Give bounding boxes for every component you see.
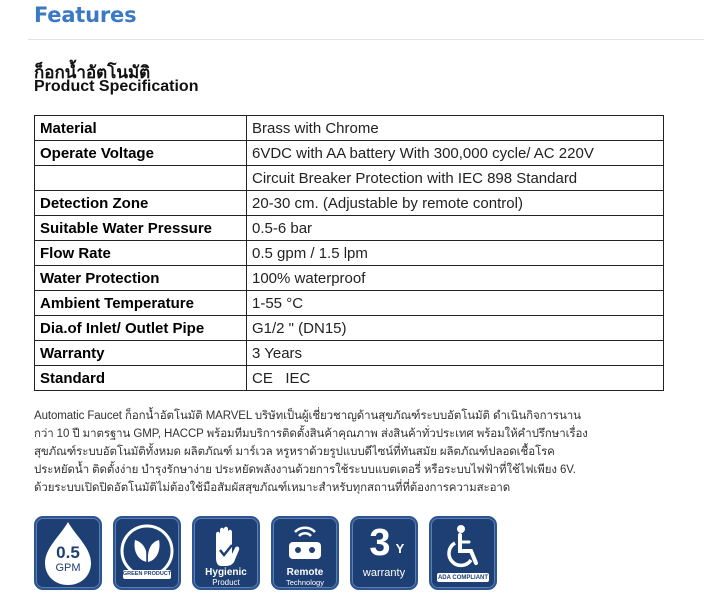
spec-label: Dia.of Inlet/ Outlet Pipe [35,316,247,341]
product-spec-title: Product Specification [34,78,199,95]
leaf-icon [115,518,179,588]
spec-value: 0.5 gpm / 1.5 lpm [247,241,664,266]
green-product-label: GREEN PRODUCT [122,571,172,577]
spec-row [35,366,664,391]
spec-label: Operate Voltage [35,141,247,166]
remote-sublabel: Technology [286,578,324,587]
hygienic-sublabel: Product [212,578,240,587]
spec-table [34,115,664,391]
spec-label: Ambient Temperature [35,291,247,316]
hygienic-badge [192,516,260,590]
spec-row [35,341,664,366]
spec-row [35,266,664,291]
features-heading: Features [34,3,137,27]
spec-label: Warranty [35,341,247,366]
remote-badge [271,516,339,590]
hygienic-label: Hygienic [205,567,247,578]
spec-label [35,166,247,191]
spec-row [35,141,664,166]
flow-unit: GPM [55,562,81,574]
spec-row [35,191,664,216]
warranty-label: warranty [362,567,406,579]
green-product-badge [113,516,181,590]
description-line: Automatic Faucet ก็อกน้ำอัตโนมัติ MARVEL บริษัทเป็นผู้เชี่ยวชาญด้านสุขภัณฑ์ระบบอัตโนมัติ ดำเนินกิจการนาน [34,410,581,422]
spec-label: Material [35,116,247,141]
spec-row [35,316,664,341]
spec-value: 100% waterproof [247,266,664,291]
spec-row [35,116,664,141]
spec-value: CE IEC [247,366,664,391]
spec-label: Detection Zone [35,191,247,216]
spec-value: 3 Years [247,341,664,366]
spec-value: 6VDC with AA battery With 300,000 cycle/ AC 220V [247,141,664,166]
spec-value: 20-30 cm. (Adjustable by remote control) [247,191,664,216]
description-line: ประหยัดน้ำ ติดตั้งง่าย บำรุงรักษาง่าย ประหยัดพลังงานด้วยการใช้ระบบแบตเตอรี่ หรือระบบไฟฟ้าที่ใช้ไฟเพียง 6V. [34,464,576,476]
warranty-badge [350,516,418,590]
spec-label: Standard [35,366,247,391]
spec-label: Water Protection [35,266,247,291]
spec-row [35,291,664,316]
flow-rate-badge [34,516,102,590]
spec-row [35,216,664,241]
description-line: ด้วยระบบเปิดปิดอัตโนมัติไม่ต้องใช้มือสัมผัสสุขภัณฑ์เหมาะสำหรับทุกสถานที่ที่ต้องการความสะอาด [34,482,511,494]
spec-label: Suitable Water Pressure [35,216,247,241]
spec-value: G1/2 " (DN15) [247,316,664,341]
spec-value: Brass with Chrome [247,116,664,141]
spec-value: Circuit Breaker Protection with IEC 898 Standard [247,166,664,191]
remote-label: Remote [286,567,324,578]
spec-value: 0.5-6 bar [247,216,664,241]
ada-label: ADA COMPLIANT [437,575,489,581]
spec-row [35,166,664,191]
warranty-number: 3 [369,522,391,564]
product-title-thai: ก็อกน้ำอัตโนมัติ [34,63,151,82]
section-divider [28,39,704,40]
spec-row [35,241,664,266]
warranty-suffix: Y [395,541,405,556]
product-description [34,407,658,497]
spec-label: Flow Rate [35,241,247,266]
description-line: สุขภัณฑ์ระบบอัตโนมัติทั้งหมด ผลิตภัณฑ์ มาร์เวล หรูหราด้วยรูปแบบดีไซน์ที่ทันสมัย ผลิตภัณฑ์ปลอดเชื้อโรค [34,446,555,458]
flow-value: 0.5 [56,543,80,562]
description-line: กว่า 10 ปี มาตรฐาน GMP, HACCP พร้อมทีมบริการติดตั้งสินค้าคุณภาพ ส่งสินค้าทั่วประเทศ พร้อมให้คำปรึกษาเรื่อง [34,428,588,440]
ada-badge [429,516,497,590]
spec-value: 1-55 °C [247,291,664,316]
